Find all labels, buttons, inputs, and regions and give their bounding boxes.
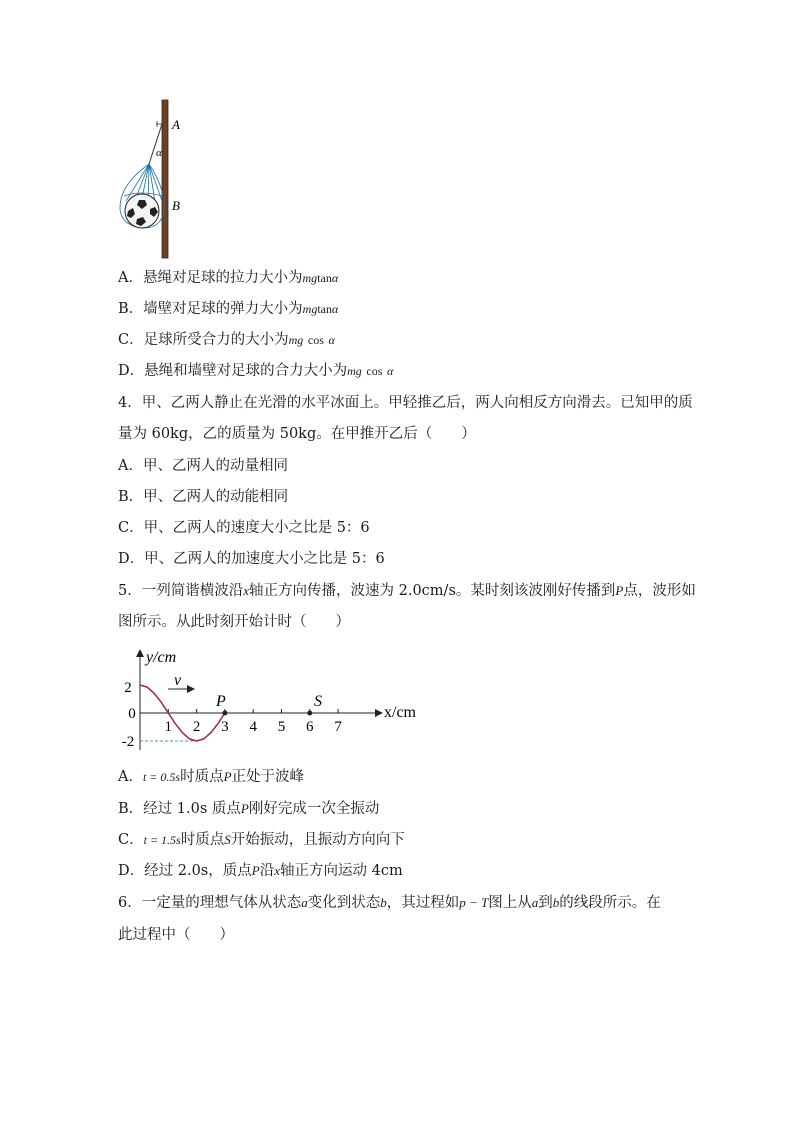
y-tick-0: 0 [128, 706, 136, 722]
wall [162, 100, 168, 258]
q5-stem-line1: 5．一列简谐横波沿x轴正方向传播，波速为 2.0cm/s。某时刻该波刚好传播到P点，波形如 [118, 583, 696, 599]
q5-option-b[interactable]: B．经过 1.0s 质点P刚好完成一次全振动 [118, 801, 380, 817]
velocity-label: v [174, 672, 182, 689]
point-p-label: P [216, 693, 226, 710]
q4-option-d[interactable]: D．甲、乙两人的加速度大小之比是 5：6 [118, 551, 385, 567]
q3-option-d[interactable]: D．悬绳和墙壁对足球的合力大小为mg cos α [118, 363, 394, 379]
q4-option-b[interactable]: B．甲、乙两人的动能相同 [118, 489, 289, 505]
x-axis-label: x/cm [384, 704, 416, 721]
x-tick-label: 5 [277, 719, 286, 735]
q5-option-c[interactable]: C．t = 1.5s时质点S开始振动，且振动方向向下 [118, 832, 405, 848]
q3-option-c[interactable]: C．足球所受合力的大小为mg cos α [118, 332, 335, 348]
label-a: A [172, 117, 180, 132]
x-tick-label: 2 [192, 719, 201, 735]
q5-option-a[interactable]: A．t = 0.5s时质点P正处于波峰 [118, 769, 305, 785]
x-tick-label: 6 [306, 719, 314, 735]
x-tick-label: 4 [249, 719, 257, 735]
x-tick-label: 1 [164, 719, 173, 735]
x-tick-label: 7 [334, 719, 342, 735]
q6-stem-line1: 6．一定量的理想气体从状态a变化到状态b，其过程如p − T图上从a到b的线段所示。在 [118, 895, 661, 911]
y-tick-neg2: -2 [121, 734, 135, 750]
point-p-dot [222, 711, 227, 716]
q4-stem-line1: 4．甲、乙两人静止在光滑的水平冰面上。甲轻推乙后，两人向相反方向滑去。已知甲的质 [118, 395, 693, 411]
q4-option-c[interactable]: C．甲、乙两人的速度大小之比是 5：6 [118, 520, 370, 536]
football-wall-figure [112, 96, 202, 262]
wave-chart [112, 642, 432, 754]
label-b: B [172, 198, 180, 213]
q4-option-a[interactable]: A．甲、乙两人的动量相同 [118, 458, 288, 474]
y-axis-label: y/cm [146, 649, 177, 666]
q5-stem-line2: 图所示。从此时刻开始计时（ ） [118, 614, 350, 630]
q3-option-b[interactable]: B．墙壁对足球的弹力大小为mgtanα [118, 301, 339, 317]
label-alpha: α [156, 147, 162, 159]
q3-option-a[interactable]: A．悬绳对足球的拉力大小为mgtanα [118, 270, 339, 286]
x-tick-label: 3 [221, 719, 229, 735]
q6-stem-line2: 此过程中（ ） [118, 927, 234, 943]
y-tick-2: 2 [124, 680, 132, 696]
q5-option-d[interactable]: D．经过 2.0s，质点P沿x轴正方向运动 4cm [118, 863, 403, 879]
point-s-dot [307, 711, 312, 716]
point-s-label: S [314, 693, 322, 710]
q4-stem-line2: 量为 60kg，乙的质量为 50kg。在甲推开乙后（ ） [118, 426, 476, 442]
